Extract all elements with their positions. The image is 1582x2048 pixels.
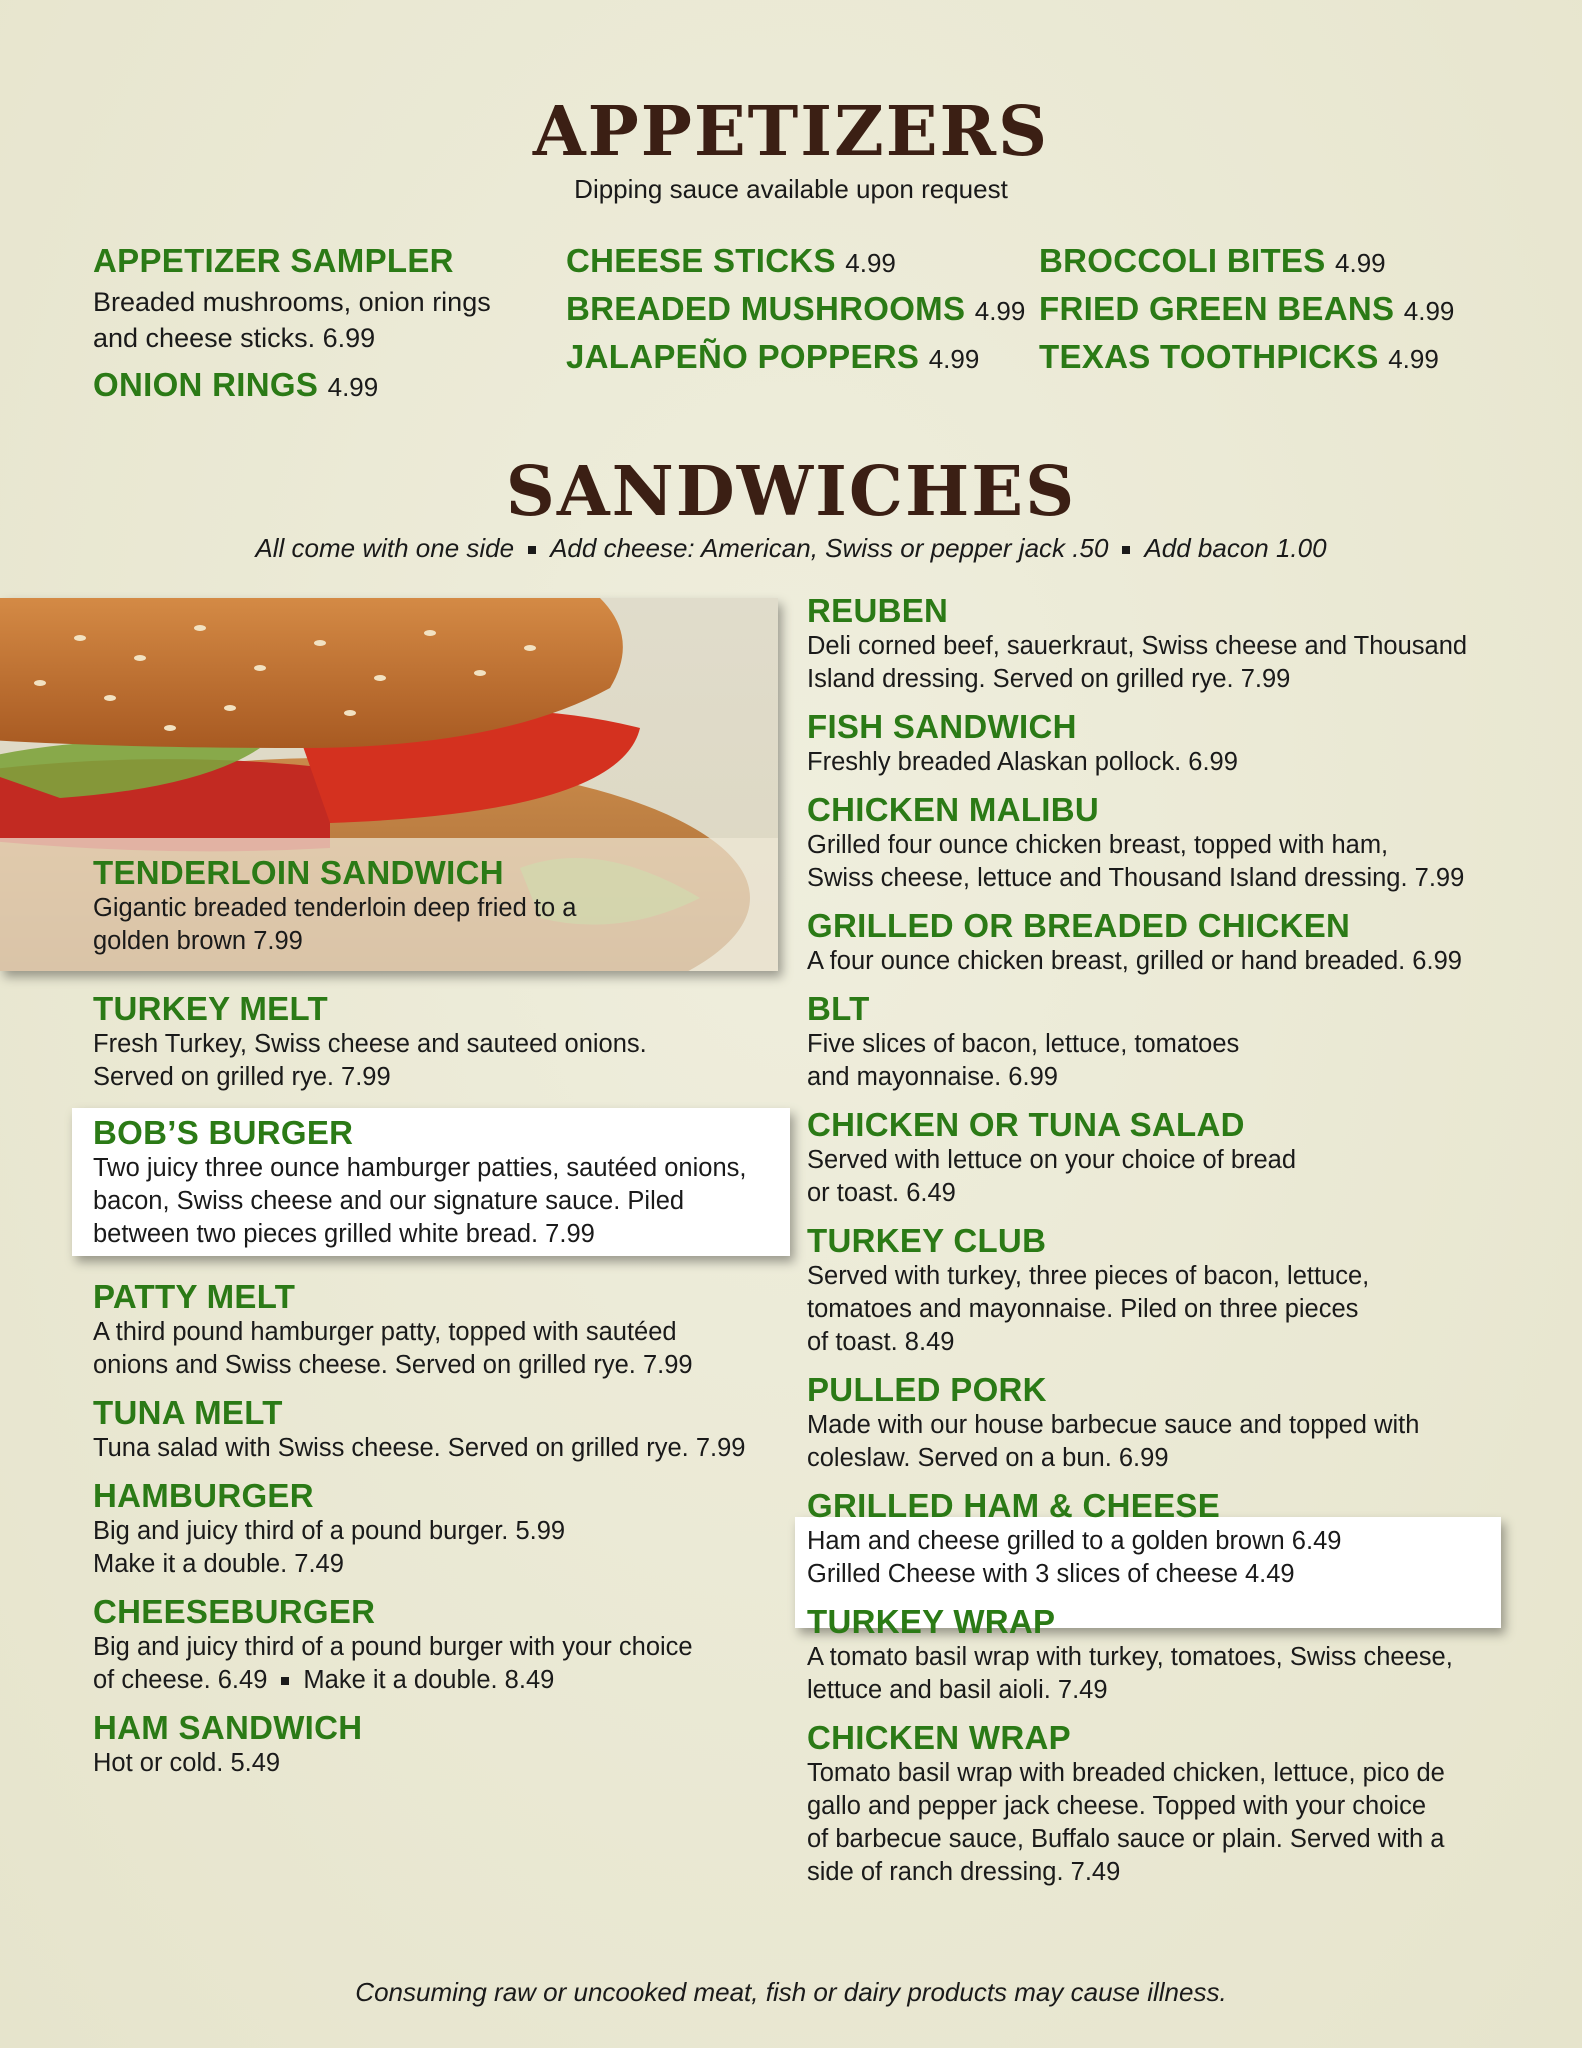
bullet-icon [281,1677,289,1685]
desc-part: of cheese. 6.49 [93,1666,268,1694]
onion-rings-price: 4.99 [327,372,379,402]
desc-line: Five slices of bacon, lettuce, tomatoes [807,1030,1240,1058]
blt-name: BLT [807,990,870,1027]
desc-line: lettuce and basil aioli. 7.49 [807,1676,1108,1704]
appetizer-item [1039,242,1479,280]
reuben-desc [807,630,1507,696]
sandwiches-left-col-top [93,990,783,1106]
tuna-melt-item [93,1394,783,1465]
reuben-name: REUBEN [807,592,949,629]
appetizer-price: 4.99 [1403,296,1455,326]
desc-line: bacon, Swiss cheese and our signature sauce. Piled [93,1187,685,1215]
chicken-malibu-item [807,791,1507,895]
desc-line: Freshly breaded Alaskan pollock. 6.99 [807,748,1238,776]
grilled-chicken-desc [807,945,1507,978]
cheeseburger-desc [93,1631,783,1697]
desc-line: and mayonnaise. 6.99 [807,1063,1058,1091]
turkey-club-item [807,1222,1507,1359]
desc-line: A tomato basil wrap with turkey, tomatoes, Swiss cheese, [807,1643,1453,1671]
reuben-item [807,592,1507,696]
pulled-pork-desc [807,1409,1507,1475]
fish-sandwich-item [807,708,1507,779]
tuna-melt-name: TUNA MELT [93,1394,283,1431]
sandwiches-sub-part: Add bacon 1.00 [1144,533,1327,563]
appetizers-col-3 [1039,242,1479,386]
ham-sandwich-item [93,1709,783,1780]
appetizer-name: TEXAS TOOTHPICKS [1039,338,1379,375]
sandwiches-title: SANDWICHES [505,452,1077,532]
appetizer-sampler-desc-line: and cheese sticks. 6.99 [93,323,376,353]
appetizer-name: BREADED MUSHROOMS [566,290,966,327]
desc-line: Big and juicy third of a pound burger. 5.99 [93,1517,566,1545]
chicken-wrap-desc [807,1757,1507,1889]
desc-line: Fresh Turkey, Swiss cheese and sauteed onions. [93,1030,647,1058]
desc-line: Served with lettuce on your choice of bread [807,1146,1297,1174]
sandwiches-subtitle [0,533,1582,564]
pulled-pork-name: PULLED PORK [807,1371,1047,1408]
appetizer-price: 4.99 [1335,248,1386,278]
patty-melt-desc [93,1316,783,1382]
turkey-melt-desc [93,1028,783,1094]
cheeseburger-name: CHEESEBURGER [93,1593,376,1630]
desc-line: onions and Swiss cheese. Served on grilled rye. 7.99 [93,1351,693,1379]
desc-line: Gigantic breaded tenderloin deep fried to a [93,894,577,922]
chicken-tuna-salad-desc [807,1144,1507,1210]
appetizer-sampler-desc-line: Breaded mushrooms, onion rings [93,287,491,317]
hamburger-item [93,1477,783,1581]
desc-line: Grilled four ounce chicken breast, topped with ham, [807,831,1389,859]
cheeseburger-item [93,1593,783,1697]
blt-item [807,990,1507,1094]
grilled-ham-cheese-name: GRILLED HAM & CHEESE [807,1487,1221,1524]
appetizers-col-1 [93,242,533,414]
patty-melt-item [93,1278,783,1382]
appetizer-price: 4.99 [974,296,1026,326]
grilled-chicken-item [807,907,1507,978]
blt-desc [807,1028,1507,1094]
bobs-burger-desc [93,1152,793,1251]
sandwiches-left-col-bottom [93,1278,783,1792]
appetizers-col-2 [566,242,1036,386]
chicken-malibu-desc [807,829,1507,895]
desc-line: side of ranch dressing. 7.49 [807,1858,1121,1886]
turkey-club-desc [807,1260,1507,1359]
tenderloin-desc [93,892,576,958]
appetizer-name: BROCCOLI BITES [1039,242,1326,279]
desc-line: Deli corned beef, sauerkraut, Swiss cheese and Thousand [807,632,1468,660]
turkey-melt-name: TURKEY MELT [93,990,328,1027]
desc-line: A third pound hamburger patty, topped with sautéed [93,1318,677,1346]
desc-line: Hot or cold. 5.49 [93,1749,281,1777]
appetizer-price: 4.99 [1388,344,1439,374]
hamburger-desc [93,1515,783,1581]
appetizer-item [566,290,1036,328]
desc-line: Served on grilled rye. 7.99 [93,1063,391,1091]
bobs-burger-name: BOB’S BURGER [93,1114,354,1151]
appetizer-item [566,338,1036,376]
desc-line: A four ounce chicken breast, grilled or hand breaded. 6.99 [807,947,1462,975]
chicken-wrap-item [807,1719,1507,1889]
chicken-wrap-name: CHICKEN WRAP [807,1719,1071,1756]
desc-line: Island dressing. Served on grilled rye. 7.99 [807,665,1291,693]
hamburger-name: HAMBURGER [93,1477,314,1514]
turkey-wrap-desc [807,1641,1507,1707]
tenderloin-name: TENDERLOIN SANDWICH [93,854,504,891]
appetizer-price: 4.99 [845,248,896,278]
desc-line [93,1664,783,1697]
appetizer-item [1039,338,1479,376]
health-disclaimer: Consuming raw or uncooked meat, fish or dairy products may cause illness. [355,1977,1227,2007]
turkey-club-name: TURKEY CLUB [807,1222,1047,1259]
desc-line: tomatoes and mayonnaise. Piled on three pieces [807,1295,1359,1323]
desc-line: Big and juicy third of a pound burger with your choice [93,1633,693,1661]
ham-sandwich-name: HAM SANDWICH [93,1709,363,1746]
chicken-tuna-salad-item [807,1106,1507,1210]
turkey-wrap-item [807,1603,1507,1707]
bobs-burger-item [93,1114,793,1251]
grilled-ham-cheese-desc [807,1525,1507,1591]
grilled-ham-cheese-item [807,1487,1507,1591]
tenderloin-item [93,854,576,958]
desc-line: coleslaw. Served on a bun. 6.99 [807,1444,1169,1472]
onion-rings-item [93,366,533,404]
desc-line: Ham and cheese grilled to a golden brown 6.49 [807,1527,1342,1555]
desc-line: Tomato basil wrap with breaded chicken, lettuce, pico de [807,1759,1445,1787]
desc-line: golden brown 7.99 [93,927,303,955]
fish-sandwich-desc [807,746,1507,779]
desc-line: Make it a double. 7.49 [93,1550,344,1578]
chicken-malibu-name: CHICKEN MALIBU [807,791,1100,828]
fish-sandwich-name: FISH SANDWICH [807,708,1077,745]
appetizer-price: 4.99 [928,344,980,374]
sandwiches-sub-part: Add cheese: American, Swiss or pepper jack .50 [550,533,1109,563]
turkey-melt-item [93,990,783,1094]
desc-line: Made with our house barbecue sauce and topped with [807,1411,1420,1439]
tuna-melt-desc [93,1432,783,1465]
turkey-wrap-name: TURKEY WRAP [807,1603,1056,1640]
desc-line: of barbecue sauce, Buffalo sauce or plain. Served with a [807,1825,1445,1853]
sandwiches-right-col [807,592,1507,1901]
appetizers-subtitle: Dipping sauce available upon request [574,174,1008,204]
appetizer-item [566,242,1036,280]
bullet-icon [1122,546,1130,554]
appetizer-sampler-desc [93,284,533,356]
appetizer-name: FRIED GREEN BEANS [1039,290,1395,327]
bullet-icon [528,546,536,554]
chicken-tuna-salad-name: CHICKEN OR TUNA SALAD [807,1106,1245,1143]
appetizer-name: CHEESE STICKS [566,242,836,279]
tenderloin-photo [0,598,778,971]
appetizer-item [1039,290,1479,328]
desc-line: of toast. 8.49 [807,1328,955,1356]
sandwiches-sub-part: All come with one side [255,533,515,563]
onion-rings-name: ONION RINGS [93,366,319,403]
desc-line: or toast. 6.49 [807,1179,956,1207]
ham-sandwich-desc [93,1747,783,1780]
desc-line: Two juicy three ounce hamburger patties, sautéed onions, [93,1154,747,1182]
desc-part: Make it a double. 8.49 [303,1666,555,1694]
desc-line: Served with turkey, three pieces of bacon, lettuce, [807,1262,1370,1290]
desc-line: between two pieces grilled white bread. 7.99 [93,1220,595,1248]
desc-line: Tuna salad with Swiss cheese. Served on grilled rye. 7.99 [93,1434,746,1462]
desc-line: gallo and pepper jack cheese. Topped with your choice [807,1792,1427,1820]
grilled-chicken-name: GRILLED OR BREADED CHICKEN [807,907,1351,944]
appetizer-name: JALAPEÑO POPPERS [566,338,920,375]
appetizer-sampler-name: APPETIZER SAMPLER [93,242,454,279]
desc-line: Swiss cheese, lettuce and Thousand Island dressing. 7.99 [807,864,1465,892]
pulled-pork-item [807,1371,1507,1475]
desc-line: Grilled Cheese with 3 slices of cheese 4.49 [807,1560,1295,1588]
patty-melt-name: PATTY MELT [93,1278,296,1315]
appetizers-title: APPETIZERS [532,92,1050,172]
